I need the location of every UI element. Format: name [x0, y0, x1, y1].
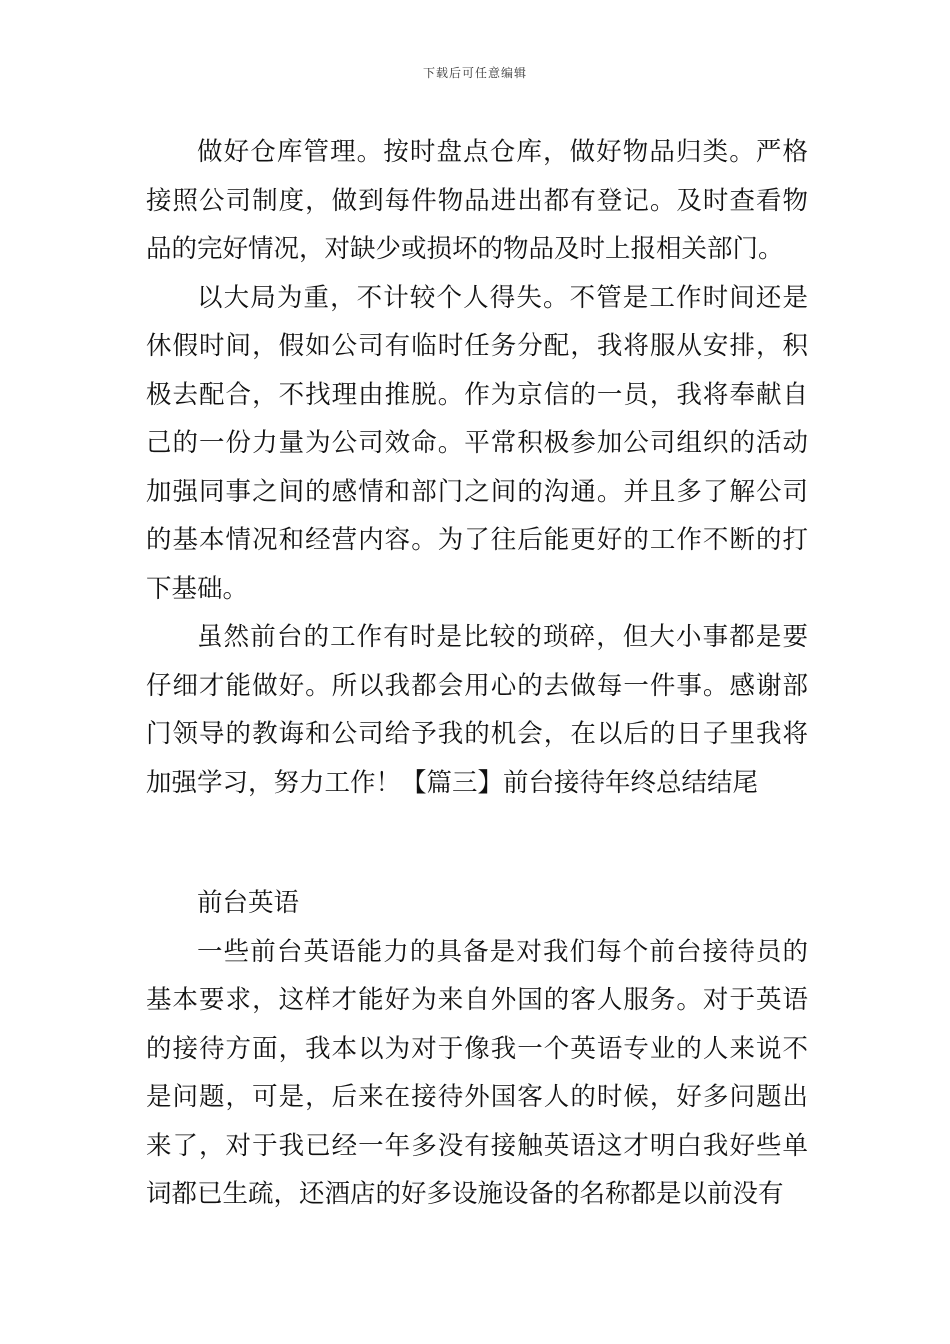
page-header: 下载后可任意编辑	[422, 66, 527, 80]
section-gap	[146, 807, 808, 879]
paragraph-overall-interest: 以大局为重，不计较个人得失。不管是工作时间还是休假时间，假如公司有临时任务分配，我将服从安排，积极去配合，不找理由推脱。作为京信的一员，我将奉献自己的一份力量为公司效命。平常积极参加公司组织的活动加强同事之间的感情和部门之间的沟通。并且多了解公司的基本情况和经营内容。为了往后能更好的工作不断的打下基础。	[146, 282, 808, 604]
document-body	[146, 128, 808, 1219]
paragraph-front-desk: 虽然前台的工作有时是比较的琐碎，但大小事都是要仔细才能做好。所以我都会用心的去做每一件事。感谢部门领导的教诲和公司给予我的机会，在以后的日子里我将加强学习，努力工作！【篇三】前台接待年终总结结尾	[146, 622, 808, 798]
paragraph-warehouse: 做好仓库管理。按时盘点仓库，做好物品归类。严格接照公司制度，做到每件物品进出都有登记。及时查看物品的完好情况，对缺少或损坏的物品及时上报相关部门。	[146, 137, 808, 264]
section-heading: 前台英语	[197, 888, 300, 918]
paragraph-english: 一些前台英语能力的具备是对我们每个前台接待员的基本要求，这样才能好为来自外国的客人服务。对于英语的接待方面，我本以为对于像我一个英语专业的人来说不是问题，可是，后来在接待外国客人的时候，好多问题出来了，对于我已经一年多没有接触英语这才明白我好些单词都已生疏，还酒店的好多设施设备的名称都是以前没有	[146, 936, 808, 1209]
